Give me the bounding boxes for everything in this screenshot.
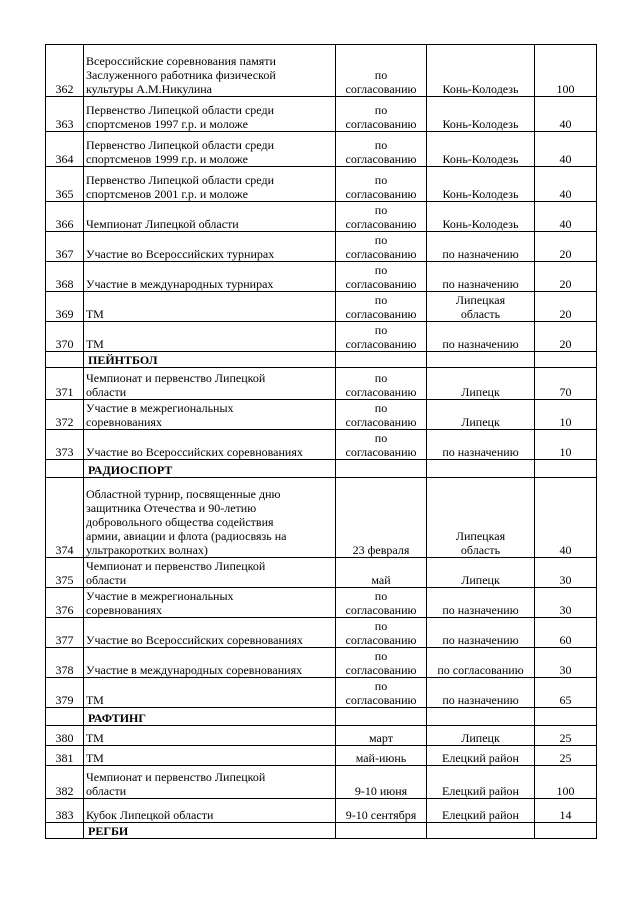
row-number: 366 [46, 202, 84, 232]
event-name-line: ТМ [86, 731, 104, 745]
section-title: ПЕЙНТБОЛ [84, 352, 336, 368]
event-place-line: Конь-Колодезь [442, 117, 519, 131]
event-name-line: Участие во Всероссийских соревнованиях [86, 633, 303, 647]
event-name [84, 132, 336, 167]
event-date-line: 9-10 сентября [345, 808, 417, 822]
empty-cell [336, 708, 427, 726]
event-place-line: по назначению [442, 337, 519, 351]
event-place [427, 678, 535, 708]
event-place [427, 45, 535, 97]
event-date [336, 430, 427, 460]
table-row [46, 648, 597, 678]
event-date [336, 97, 427, 132]
row-number: 369 [46, 292, 84, 322]
event-place [427, 202, 535, 232]
participants-count: 60 [535, 618, 597, 648]
row-number: 378 [46, 648, 84, 678]
table-row [46, 202, 597, 232]
event-name-line: области [86, 385, 127, 399]
empty-cell [535, 823, 597, 839]
event-place [427, 132, 535, 167]
event-place-line: Конь-Колодезь [442, 82, 519, 96]
participants-count: 10 [535, 400, 597, 430]
event-place [427, 232, 535, 262]
event-place [427, 766, 535, 799]
event-date [336, 400, 427, 430]
event-date [336, 558, 427, 588]
participants-count: 30 [535, 558, 597, 588]
row-number: 375 [46, 558, 84, 588]
event-name [84, 167, 336, 202]
event-date-line: согласованию [345, 82, 417, 96]
event-name [84, 400, 336, 430]
event-place [427, 292, 535, 322]
event-name-line: Чемпионат и первенство Липецкой [86, 371, 266, 385]
event-date-line: по [374, 371, 388, 385]
event-place [427, 588, 535, 618]
event-date-line: 23 февраля [352, 543, 410, 557]
event-date-line: по [374, 679, 388, 693]
row-number: 379 [46, 678, 84, 708]
event-name-line: армии, авиации и флота (радиосвязь на [86, 529, 287, 543]
section-row [46, 460, 597, 478]
participants-count: 30 [535, 588, 597, 618]
row-number: 362 [46, 45, 84, 97]
event-date-line: согласованию [345, 117, 417, 131]
row-number: 377 [46, 618, 84, 648]
event-name [84, 799, 336, 823]
event-date-line: по [374, 68, 388, 82]
empty-cell [535, 352, 597, 368]
event-place [427, 430, 535, 460]
event-date [336, 478, 427, 558]
event-place [427, 799, 535, 823]
event-date [336, 45, 427, 97]
event-name-line: ТМ [86, 307, 104, 321]
event-date [336, 167, 427, 202]
event-date-line: по [374, 203, 388, 217]
participants-count: 20 [535, 292, 597, 322]
event-date-line: согласованию [345, 247, 417, 261]
event-place-line: Липецк [461, 573, 500, 587]
row-number: 382 [46, 766, 84, 799]
row-number: 367 [46, 232, 84, 262]
event-name-line: Участие во Всероссийских соревнованиях [86, 445, 303, 459]
table-row [46, 400, 597, 430]
row-number: 374 [46, 478, 84, 558]
event-name-line: спортсменов 2001 г.р. и моложе [86, 187, 248, 201]
event-name-line: добровольного общества содействия [86, 515, 274, 529]
table-row [46, 167, 597, 202]
event-date [336, 588, 427, 618]
event-date [336, 766, 427, 799]
empty-cell [427, 460, 535, 478]
row-number: 373 [46, 430, 84, 460]
event-name [84, 746, 336, 766]
event-name [84, 202, 336, 232]
event-name-line: ультракоротких волнах) [86, 543, 208, 557]
table-row [46, 558, 597, 588]
participants-count: 25 [535, 726, 597, 746]
table-row [46, 618, 597, 648]
row-number: 376 [46, 588, 84, 618]
event-date-line: по [374, 649, 388, 663]
event-date-line: согласованию [345, 663, 417, 677]
event-name-line: Всероссийские соревнования памяти [86, 54, 276, 68]
empty-cell [336, 352, 427, 368]
table-row [46, 368, 597, 400]
schedule-table [45, 44, 597, 839]
event-name [84, 678, 336, 708]
row-number: 370 [46, 322, 84, 352]
event-name-line: области [86, 573, 127, 587]
event-date-line: согласованию [345, 385, 417, 399]
event-place-line: Конь-Колодезь [442, 187, 519, 201]
participants-count: 20 [535, 322, 597, 352]
event-date-line: согласованию [345, 415, 417, 429]
event-place-line: Липецк [461, 731, 500, 745]
event-name-line: Чемпионат и первенство Липецкой [86, 770, 266, 784]
row-number: 371 [46, 368, 84, 400]
row-number: 365 [46, 167, 84, 202]
event-name-line: Первенство Липецкой области среди [86, 138, 274, 152]
table-row [46, 766, 597, 799]
event-date [336, 618, 427, 648]
event-date-line: по [374, 589, 388, 603]
event-place-line: по назначению [442, 277, 519, 291]
event-date [336, 262, 427, 292]
row-number: 380 [46, 726, 84, 746]
num-cell [46, 352, 84, 368]
table-row [46, 292, 597, 322]
event-name-line: Областной турнир, посвященные дню [86, 487, 281, 501]
participants-count: 65 [535, 678, 597, 708]
event-place-line: по назначению [442, 633, 519, 647]
section-title: РЕГБИ [84, 823, 336, 839]
empty-cell [427, 708, 535, 726]
event-date [336, 202, 427, 232]
event-name-line: Участие в межрегиональных [86, 589, 234, 603]
event-name-line: области [86, 784, 127, 798]
event-date-line: май-июнь [355, 751, 407, 765]
empty-cell [535, 708, 597, 726]
row-number: 364 [46, 132, 84, 167]
table-row [46, 678, 597, 708]
event-place [427, 746, 535, 766]
table-row [46, 45, 597, 97]
event-date-line: согласованию [345, 277, 417, 291]
event-place-line: Липецкая [455, 529, 506, 543]
event-date-line: по [374, 431, 388, 445]
event-place [427, 262, 535, 292]
event-place [427, 322, 535, 352]
event-name [84, 766, 336, 799]
section-title: РАДИОСПОРТ [84, 460, 336, 478]
table-row [46, 588, 597, 618]
event-name-line: Чемпионат и первенство Липецкой [86, 559, 266, 573]
event-name-line: Участие в международных турнирах [86, 277, 274, 291]
event-name-line: Первенство Липецкой области среди [86, 173, 274, 187]
empty-cell [336, 823, 427, 839]
event-place-line: Липецк [461, 385, 500, 399]
event-place [427, 648, 535, 678]
event-date-line: по [374, 138, 388, 152]
event-date [336, 292, 427, 322]
event-place-line: Липецкая [455, 293, 506, 307]
table-row [46, 746, 597, 766]
event-date-line: по [374, 233, 388, 247]
section-title: РАФТИНГ [84, 708, 336, 726]
event-place [427, 97, 535, 132]
event-place-line: по назначению [442, 693, 519, 707]
participants-count: 40 [535, 97, 597, 132]
event-date-line: по [374, 401, 388, 415]
event-name-line: Участие во Всероссийских турнирах [86, 247, 275, 261]
participants-count: 30 [535, 648, 597, 678]
event-name [84, 97, 336, 132]
event-date-line: по [374, 173, 388, 187]
event-date [336, 648, 427, 678]
table-row [46, 97, 597, 132]
event-name [84, 430, 336, 460]
event-place-line: по согласованию [437, 663, 524, 677]
event-date-line: по [374, 619, 388, 633]
section-row [46, 823, 597, 839]
event-date-line: согласованию [345, 337, 417, 351]
event-date-line: согласованию [345, 307, 417, 321]
table-row [46, 322, 597, 352]
event-name-line: соревнованиях [86, 603, 162, 617]
event-date-line: согласованию [345, 217, 417, 231]
event-name-line: соревнованиях [86, 415, 162, 429]
participants-count: 10 [535, 430, 597, 460]
table-row [46, 799, 597, 823]
event-name-line: Заслуженного работника физической [86, 68, 276, 82]
participants-count: 70 [535, 368, 597, 400]
event-date-line: согласованию [345, 187, 417, 201]
event-date-line: по [374, 263, 388, 277]
event-name [84, 558, 336, 588]
event-name-line: спортсменов 1997 г.р. и моложе [86, 117, 248, 131]
event-date-line: 9-10 июня [354, 784, 408, 798]
table-row [46, 262, 597, 292]
empty-cell [427, 823, 535, 839]
section-row [46, 352, 597, 368]
event-place-line: по назначению [442, 445, 519, 459]
row-number: 381 [46, 746, 84, 766]
event-name-line: культуры А.М.Никулина [86, 82, 212, 96]
schedule-table-body [46, 45, 597, 839]
table-row [46, 232, 597, 262]
event-date-line: по [374, 293, 388, 307]
row-number: 363 [46, 97, 84, 132]
table-row [46, 132, 597, 167]
event-name [84, 368, 336, 400]
event-name-line: Кубок Липецкой области [86, 808, 214, 822]
event-name-line: ТМ [86, 751, 104, 765]
event-name [84, 262, 336, 292]
participants-count: 25 [535, 746, 597, 766]
event-date [336, 232, 427, 262]
event-place [427, 558, 535, 588]
row-number: 383 [46, 799, 84, 823]
event-date-line: согласованию [345, 693, 417, 707]
event-date-line: согласованию [345, 152, 417, 166]
event-place [427, 478, 535, 558]
row-number: 372 [46, 400, 84, 430]
event-date [336, 746, 427, 766]
participants-count: 14 [535, 799, 597, 823]
event-name-line: ТМ [86, 693, 104, 707]
event-name [84, 478, 336, 558]
event-name-line: Чемпионат Липецкой области [86, 217, 239, 231]
event-date-line: согласованию [345, 445, 417, 459]
event-place-line: Елецкий район [442, 808, 519, 822]
event-date [336, 132, 427, 167]
event-place [427, 368, 535, 400]
empty-cell [535, 460, 597, 478]
event-name [84, 588, 336, 618]
event-name [84, 648, 336, 678]
table-row [46, 726, 597, 746]
event-date-line: согласованию [345, 603, 417, 617]
event-name-line: Участие в международных соревнованиях [86, 663, 303, 677]
event-place [427, 618, 535, 648]
event-name-line: защитника Отечества и 90-летию [86, 501, 257, 515]
event-place-line: область [460, 543, 501, 557]
num-cell [46, 823, 84, 839]
table-row [46, 478, 597, 558]
participants-count: 100 [535, 766, 597, 799]
event-date [336, 799, 427, 823]
participants-count: 40 [535, 202, 597, 232]
event-place-line: Конь-Колодезь [442, 152, 519, 166]
event-date-line: май [371, 573, 391, 587]
event-date [336, 678, 427, 708]
participants-count: 20 [535, 262, 597, 292]
event-place-line: Липецк [461, 415, 500, 429]
section-row [46, 708, 597, 726]
participants-count: 100 [535, 45, 597, 97]
participants-count: 40 [535, 478, 597, 558]
event-name [84, 232, 336, 262]
num-cell [46, 460, 84, 478]
event-name [84, 726, 336, 746]
row-number: 368 [46, 262, 84, 292]
event-place [427, 726, 535, 746]
event-name-line: Первенство Липецкой области среди [86, 103, 274, 117]
event-name [84, 292, 336, 322]
participants-count: 20 [535, 232, 597, 262]
event-place-line: Елецкий район [442, 784, 519, 798]
participants-count: 40 [535, 167, 597, 202]
empty-cell [336, 460, 427, 478]
event-place-line: по назначению [442, 247, 519, 261]
event-name [84, 618, 336, 648]
event-date [336, 322, 427, 352]
event-date [336, 726, 427, 746]
event-date [336, 368, 427, 400]
event-place-line: область [460, 307, 501, 321]
event-name-line: ТМ [86, 337, 104, 351]
participants-count: 40 [535, 132, 597, 167]
event-date-line: по [374, 103, 388, 117]
event-name [84, 322, 336, 352]
table-row [46, 430, 597, 460]
event-date-line: по [374, 323, 388, 337]
event-place-line: Елецкий район [442, 751, 519, 765]
num-cell [46, 708, 84, 726]
event-name [84, 45, 336, 97]
event-date-line: март [369, 731, 393, 745]
event-place [427, 400, 535, 430]
event-place-line: Конь-Колодезь [442, 217, 519, 231]
event-date-line: согласованию [345, 633, 417, 647]
empty-cell [427, 352, 535, 368]
event-place-line: по назначению [442, 603, 519, 617]
event-place [427, 167, 535, 202]
event-name-line: Участие в межрегиональных [86, 401, 234, 415]
event-name-line: спортсменов 1999 г.р. и моложе [86, 152, 248, 166]
